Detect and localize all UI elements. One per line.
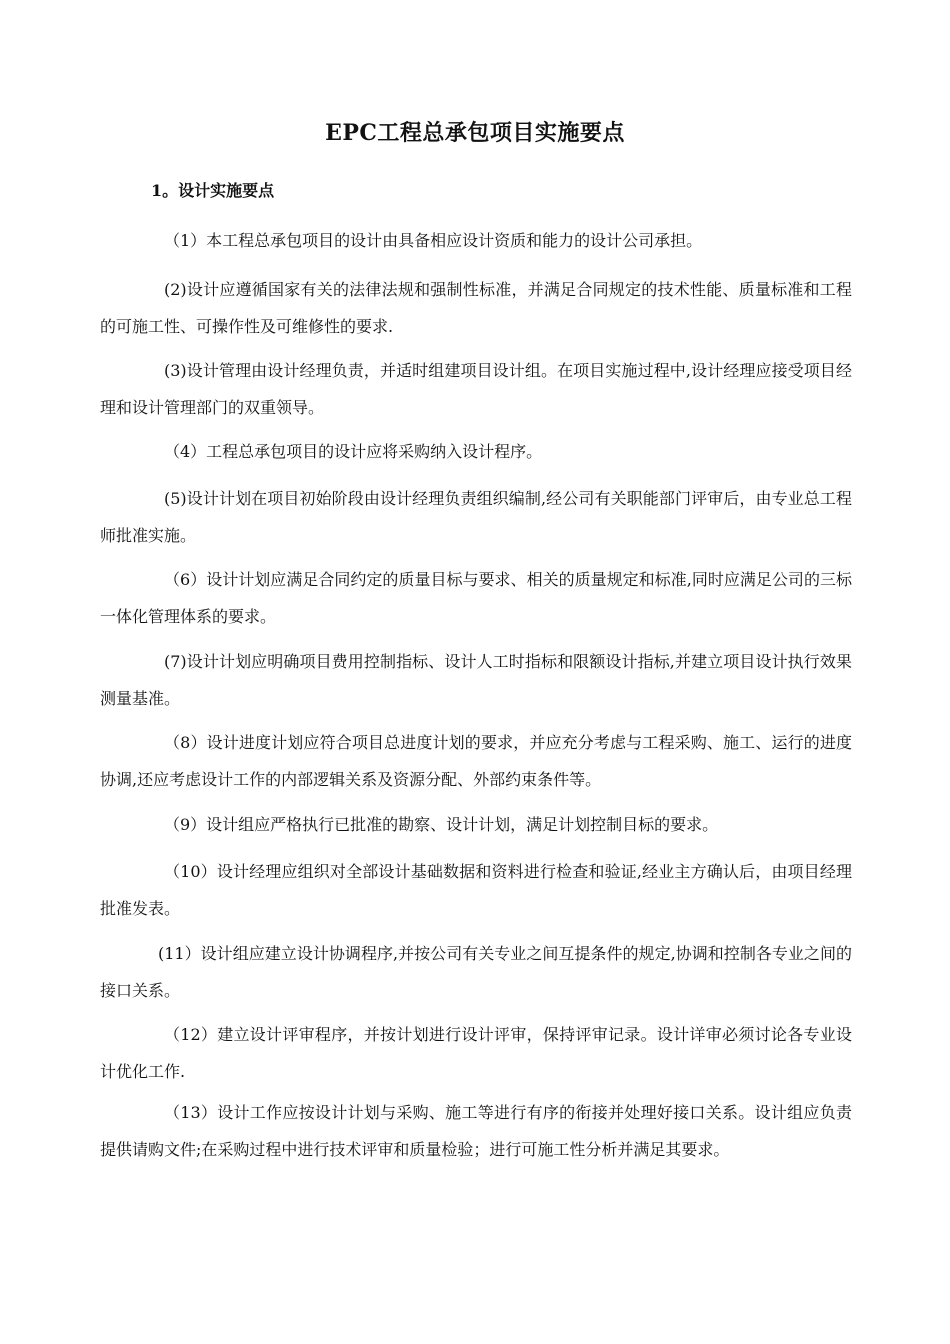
paragraph-4: （4）工程总承包项目的设计应将采购纳入设计程序。	[164, 442, 543, 461]
section-heading: 1。设计实施要点	[151, 181, 275, 200]
paragraph-11: (11）设计组应建立设计协调程序,并按公司有关专业之间互提条件的规定,协调和控制各专业之间的接口关系。	[100, 944, 852, 1000]
paragraph-5: (5)设计计划在项目初始阶段由设计经理负责组织编制,经公司有关职能部门评审后，由专业总工程师批准实施。	[100, 489, 852, 545]
paragraph-2: (2)设计应遵循国家有关的法律法规和强制性标准，并满足合同规定的技术性能、质量标准和工程的可施工性、可操作性及可维修性的要求.	[100, 280, 852, 336]
paragraph-13: （13）设计工作应按设计计划与采购、施工等进行有序的衔接并处理好接口关系。设计组应负责提供请购文件;在采购过程中进行技术评审和质量检验；进行可施工性分析并满足其要求。	[100, 1103, 852, 1159]
paragraph-7: (7)设计计划应明确项目费用控制指标、设计人工时指标和限额设计指标,并建立项目设计执行效果测量基准。	[100, 652, 852, 708]
paragraph-9: （9）设计组应严格执行已批准的勘察、设计计划，满足计划控制目标的要求。	[164, 815, 719, 834]
paragraph-6: （6）设计计划应满足合同约定的质量目标与要求、相关的质量规定和标准,同时应满足公司的三标一体化管理体系的要求。	[100, 570, 852, 626]
paragraph-12: （12）建立设计评审程序，并按计划进行设计评审，保持评审记录。设计详审必须讨论各专业设计优化工作.	[100, 1025, 852, 1081]
paragraph-10: （10）设计经理应组织对全部设计基础数据和资料进行检查和验证,经业主方确认后，由项目经理批准发表。	[100, 862, 852, 918]
paragraph-3: (3)设计管理由设计经理负责，并适时组建项目设计组。在项目实施过程中,设计经理应接受项目经理和设计管理部门的双重领导。	[100, 361, 852, 417]
document-title: EPC工程总承包项目实施要点	[325, 120, 625, 146]
paragraph-8: （8）设计进度计划应符合项目总进度计划的要求，并应充分考虑与工程采购、施工、运行的进度协调,还应考虑设计工作的内部逻辑关系及资源分配、外部约束条件等。	[100, 733, 852, 789]
paragraph-1: （1）本工程总承包项目的设计由具备相应设计资质和能力的设计公司承担。	[164, 231, 703, 250]
